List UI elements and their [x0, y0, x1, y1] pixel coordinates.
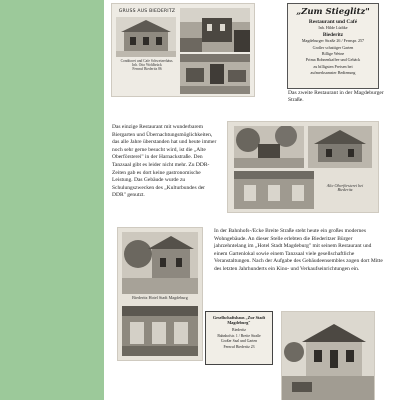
postcard-alte-oberfoersterei [228, 122, 378, 212]
oberfoersterei-caption: Alte Oberförsterei bei Biederitz [326, 183, 364, 193]
oberfoersterei-garden-photo [234, 126, 304, 168]
oberfoersterei-hall-photo [234, 171, 314, 209]
ad-bottom-body: Biederitz Bahnhofstr. 1 / Breite Straße Großer Saal und Garten Fernruf Biederitz 23 [217, 328, 261, 349]
paragraph-oberfoersterei: Das einzige Restaurant mit wunderbarem Biergarten und Übernachtungsmöglichkeiten, das alle Jahre überstanden hat und heute immer noch sehr gerne besucht wird, ist die „Alte Oberförsterei" in der Harnackstraße. Den Tanzsaal gibt es leider nicht mehr. Zu DDR-Zeiten gab es dort keine gastronomische Leistung. Das Gebäude wurde zu Schulungszwecken des „Kulturbundes der DDR" genutzt. [112, 124, 217, 199]
oberfoersterei-building-photo [308, 126, 372, 168]
street-view-photo [180, 8, 250, 52]
ad-title: „Zum Stieglitz" [296, 7, 370, 17]
ad-zur-stadt-magdeburg [206, 312, 272, 364]
postcard-gruss-aus-biederitz [112, 4, 254, 96]
postcard-caption: Conditorei und Cafe Schweizerhäus. Inh. Otto Wohlbrück Fernruf Biederitz 86 [120, 59, 174, 72]
photo-house-street [282, 312, 374, 400]
ad-bottom-title: Gesellschaftshaus „Zur Stadt Magdeburg" [212, 315, 266, 325]
cafe-building-illustration [116, 17, 176, 57]
postcard-hotel-stadt-magdeburg [118, 228, 202, 360]
hotel-postcard-caption: Biederitz Hotel Stadt Magdeburg [132, 295, 188, 300]
house-street-photo [282, 312, 374, 400]
ad-body: Restaurant und Café Inh. Hilde Lüdtke Biederitz Magdeburger Straße 26 / Fernspr. 257 Großer schattiger Garten Billige Weine Prima Bohnenkaffee und Gebäck zu billigsten Preisen bei aufmerksamster Bedienung [301, 19, 365, 76]
caption-restaurant-2: Das zweite Restaurant in der Magdeburger Straße. [288, 90, 384, 104]
postcard-header: GRUSS AUS BIEDERITZ [118, 9, 176, 14]
paragraph-hotel-stadt-magdeburg: In der Bahnhofs-/Ecke Breite Straße steht heute ein großes modernes Wohngebäude. An dieser Stelle erlebten die Biederitzer Bürger jahrzehntelang im „Hotel Stadt Magdeburg" mit seinem Restaurant und einem Gartenlokal sowie einem Tanzsaal viele gesellschaftliche Veranstaltungen. Nach der Aufgabe des Gebäudeensembles zogen dort Mitte des letzten Jahrhunderts ein Kino- und Verkaufseinrichtungen ein. [214, 228, 383, 272]
green-sidebar [0, 0, 104, 400]
ad-zum-stieglitz [288, 4, 378, 88]
hotel-interior-photo [122, 306, 198, 356]
hotel-exterior-photo [122, 232, 198, 294]
